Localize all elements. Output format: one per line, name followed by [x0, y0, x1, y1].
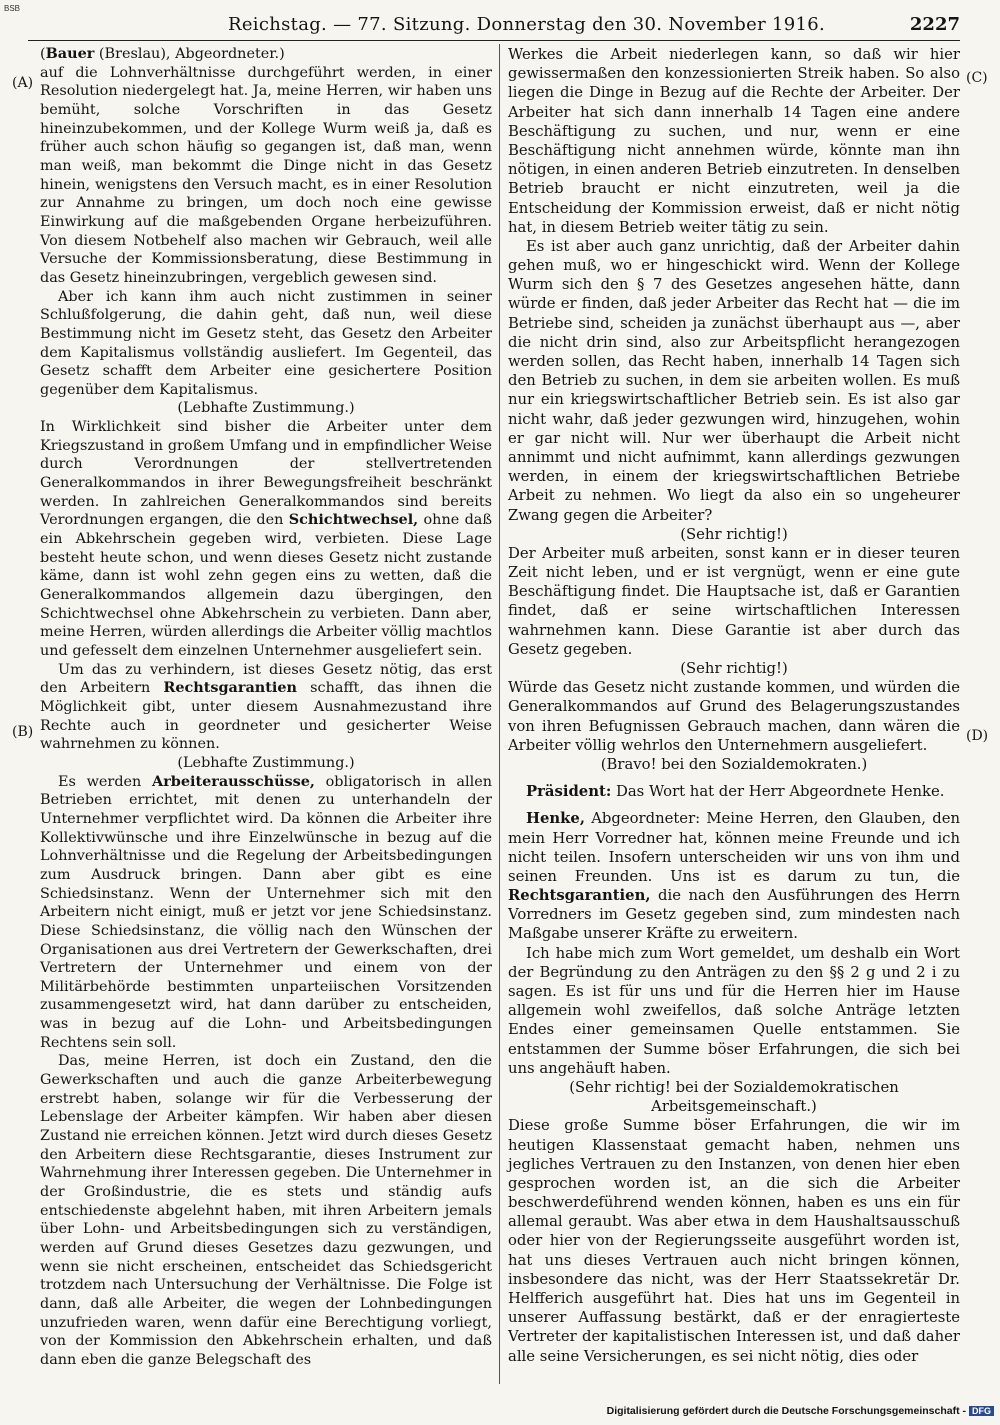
paragraph: Aber ich kann ihm auch nicht zustimmen in seiner Schlußfolgerung, die dahin geht, daß nun, weil diese Bestimmung nicht im Gesetz steht, das Gesetz den Arbeiter dem Kapitalismus vollständig ausliefert. Im Gegenteil, das Gesetz schafft dem Arbeiter eine gesichertere Position gegenüber dem Kapitalismus.	[40, 288, 492, 398]
margin-marker-a: (A)	[12, 75, 34, 91]
paragraph: Es ist aber auch ganz unrichtig, daß der Arbeiter dahin gehen muß, wo er hingeschickt wird. Wenn der Kollege Wurm sich den § 7 des Gesetzes angesehen hätte, dann würde er finden, daß jeder Arbeiter das Recht hat — die im Betriebe sind, scheiden ja zunächst überhaupt aus —, aber die nicht drin sind, also zur Arbeitspflicht herangezogen werden sollen, das Recht haben, innerhalb 14 Tagen sich den Betrieb zu suchen, in dem sie arbeiten wollen. Es muß nur ein kriegswirtschaftlicher Betrieb sein. Es ist also gar nicht wahr, daß jeder gezwungen wird, hinzugehen, wohin er gar nicht will. Nur wer überhaupt die Arbeit nicht annimmt und nicht aufnimmt, kann allerdings gezwungen werden, in einem der kriegswirtschaftlichen Betriebe Arbeit zu nehmen. Wo liegt da also ein so ungeheurer Zwang gegen die Arbeiter?	[508, 237, 960, 524]
interjection: (Sehr richtig! bei der Sozialdemokratischen Arbeitsgemeinschaft.)	[569, 1078, 899, 1116]
emphasis: Rechtsgarantien,	[508, 887, 651, 905]
right-column	[508, 45, 960, 1366]
speaker-name: Henke,	[526, 810, 585, 828]
speaker-attribution: (Bauer (Breslau), Abgeordneter.)	[40, 45, 285, 62]
interjection: (Bravo! bei den Sozialdemokraten.)	[600, 755, 868, 773]
margin-marker-d: (D)	[966, 728, 989, 744]
speaker-name: Bauer	[45, 45, 95, 62]
left-column	[40, 45, 492, 1370]
page-number: 2227	[909, 14, 960, 35]
paragraph: auf die Lohnverhältnisse durchgeführt werden, in einer Resolution niedergelegt hat. Ja, meine Herren, wir haben uns bemüht, solche Vorschriften in das Gesetz hineinzubekommen, und der Kollege Wurm weiß ja, daß es früher auch schon häufig so gegangen ist, daß man, wenn man weiß, man bekommt die Dinge nicht in das Gesetz hinein, wenigstens den Versuch macht, es in einer Resolution zur Annahme zu bringen, um doch noch eine gewisse Einwirkung auf die maßgebenden Organe herbeizuführen. Von diesem Notbehelf also machen wir Gebrauch, weil alle Versuche der Kommissionsberatung, diese Bestimmung in das Gesetz hineinzubringen, vergeblich gewesen sind.	[40, 64, 492, 286]
speaker-name: Präsident:	[526, 783, 612, 801]
paragraph: Das, meine Herren, ist doch ein Zustand, den die Gewerkschaften und auch die ganze Arbeiterbewegung erstrebt haben, solange wir für die Verbesserung der Lebenslage der Arbeiter kämpfen. Wir haben aber diesen Zustand nie erreichen können. Jetzt wird durch dieses Gesetz den Arbeitern diese Rechtsgarantie, dieses Instrument zur Wahrnehmung ihrer Interessen gegeben. Die Unternehmer in der Großindustrie, die es stets und ständig aufs entschiedenste abgelehnt haben, mit ihren Arbeitern jemals über Lohn- und Arbeitsbedingungen sich zu verständigen, werden auf Grund dieses Gesetzes dazu gezwungen, und wenn sie nicht erscheinen, entscheidet das Schiedsgericht trotzdem nach Untersuchung der Verhältnisse. Die Folge ist dann, daß alle Arbeiter, die wegen der Lohnbedingungen unzufrieden waren, wenn dafür eine Berechtigung vorliegt, von der Kommission den Abkehrschein erhalten, und daß dann eben die ganze Belegschaft des	[40, 1053, 492, 1368]
dfg-logo: DFG	[969, 1406, 994, 1416]
paragraph: Es werden Arbeiterausschüsse, obligatorisch in allen Betrieben errichtet, mit denen zu unterhandeln der Unternehmer verpflichtet wird. Da können die Arbeiter ihre Kollektivwünsche und ihre Einzelwünsche in bezug auf die Lohnverhältnisse und die Regelung der Arbeitsbedingungen zum Ausdruck bringen. Dann aber gibt es eine Schiedsinstanz. Wenn der Unternehmer sich mit den Arbeitern nicht einigt, muß er jetzt vor jene Schiedsinstanz. Diese Schiedsinstanz, die völlig nach den Wünschen der Organisationen aus drei Vertretern der Gewerkschaften, drei Vertretern der Unternehmer und einem von der Militärbehörde bestimmten unparteiischen Vorsitzenden zusammengesetzt wird, hat dann darüber zu entscheiden, was in bezug auf die Lohn- und Arbeitsbedingungen Rechtens sein soll.	[40, 772, 492, 1051]
emphasis: Schichtwechsel,	[288, 511, 419, 529]
running-head: Reichstag. — 77. Sitzung. Donnerstag den 30. November 1916.	[228, 14, 826, 35]
interjection: (Sehr richtig!)	[680, 525, 788, 543]
paragraph: In Wirklichkeit sind bisher die Arbeiter unter dem Kriegszustand in großem Umfang und in empfindlicher Weise durch Verordnungen der stellvertretenden Generalkommandos in ihrer Bewegungsfreiheit beschränkt werden. In zahlreichen Generalkommandos sind bereits Verordnungen ergangen, die den Schichtwechsel, ohne daß ein Abkehrschein gegeben wird, verbieten. Diese Lage besteht heute schon, und wenn dieses Gesetz nicht zustande käme, dann ist wohl zehn gegen eins zu wetten, daß die Generalkommandos allgemein dazu übergingen, den Schichtwechsel ohne Abkehrschein zu verbieten. Dann aber, meine Herren, würden allerdings die Arbeiter völlig machtlos und gefesselt dem einzelnen Unternehmer ausgeliefert sein.	[40, 419, 492, 659]
paragraph: Werkes die Arbeit niederlegen kann, so daß wir hier gewissermaßen den konzessionierten Streik haben. So also liegen die Dinge in Bezug auf die Rechte der Arbeiter. Der Arbeiter hat sich dann innerhalb 14 Tagen eine andere Beschäftigung zu suchen, und nur, wenn er eine Beschäftigung nicht annehmen würde, könnte man ihn nötigen, in einen anderen Betrieb einzutreten. In denselben Betrieb braucht er nicht einzutreten, weil ja die Entscheidung der Kommission erweist, daß er nicht nötig hat, in diesem Betrieb weiter tätig zu sein.	[508, 46, 960, 236]
emphasis: Arbeiterausschüsse,	[152, 772, 315, 790]
paragraph: Ich habe mich zum Wort gemeldet, um deshalb ein Wort der Begründung zu den Anträgen zu den §§ 2 g und 2 i zu sagen. Es ist für uns und für die Herren hier im Hause allgemein wohl zweifellos, daß solche Anträge letzten Endes einer gemeinsamen Quelle entstammen. Sie entstammen der Summe böser Erfahrungen, die sich bei uns angehäuft haben.	[508, 944, 960, 1077]
interjection: (Sehr richtig!)	[680, 660, 788, 677]
henke-speech: Henke, Abgeordneter: Meine Herren, den Glauben, den mein Herr Vorredner hat, können meine Freunde und ich nicht teilen. Insofern unterscheiden wir uns von ihm und seinen Freunden. Uns ist es darum zu tun, die Rechtsgarantien, die nach den Ausführungen des Herrn Vorredners im Gesetz gegeben sind, zum mindesten nach Maßgabe unserer Kräfte zu erweitern.	[508, 810, 960, 943]
emphasis: Rechtsgarantien	[163, 679, 297, 697]
interjection: (Lebhafte Zustimmung.)	[177, 754, 355, 771]
page-header	[28, 14, 960, 36]
paragraph: Der Arbeiter muß arbeiten, sonst kann er in dieser teuren Zeit nicht leben, und er ist vergnügt, wenn er eine gute Beschäftigung findet. Die Hauptsache ist, daß er Garantien findet, daß er seine wirtschaftlichen Interessen wahrnehmen kann. Diese Garantie ist aber durch das Gesetz gegeben.	[508, 544, 960, 658]
interjection: (Lebhafte Zustimmung.)	[177, 400, 355, 417]
header-rule	[28, 40, 960, 41]
library-corner-label: BSB	[4, 4, 21, 13]
margin-marker-b: (B)	[12, 724, 34, 740]
digitization-credit: Digitalisierung gefördert durch die Deutsche Forschungsgemeinschaft - DFG	[607, 1405, 994, 1417]
paragraph: Um das zu verhindern, ist dieses Gesetz nötig, das erst den Arbeitern Rechtsgarantien schafft, das ihnen die Möglichkeit gibt, unter diesem Ausnahmezustand ihre Rechte auch in geordneter und gesicherter Weise wahrnehmen zu können.	[40, 661, 492, 753]
paragraph: Würde das Gesetz nicht zustande kommen, und würden die Generalkommandos auf Grund des Belagerungszustandes von ihren Befugnissen Gebrauch machen, dann wären die Arbeiter völlig wehrlos den Unternehmern ausgeliefert.	[508, 679, 960, 754]
president-statement: Präsident: Das Wort hat der Herr Abgeordnete Henke.	[526, 783, 945, 801]
margin-marker-c: (C)	[966, 70, 988, 86]
column-divider	[499, 44, 500, 1384]
paragraph: Diese große Summe böser Erfahrungen, die wir im heutigen Klassenstaat gemacht haben, nehmen uns jegliches Vertrauen zu den Instanzen, von denen hier eben gesprochen worden ist, an die sich die Arbeiter beschwerdeführend wenden können, haben es uns ein für allemal geraubt. Was aber etwa in dem Haushaltsausschuß oder hier von der Regierungsseite ausgeführt worden ist, hat uns dieses Vertrauen auch nicht bringen können, insbesondere das nicht, was der Herr Staatssekretär Dr. Helfferich ausgeführt hat. Dies hat uns im Gegenteil in unserer Auffassung bestärkt, daß er der enragierteste Vertreter der kapitalistischen Interessen ist, und daß daher alle seine Versicherungen, es sei nicht nötig, dies oder	[508, 1117, 960, 1365]
